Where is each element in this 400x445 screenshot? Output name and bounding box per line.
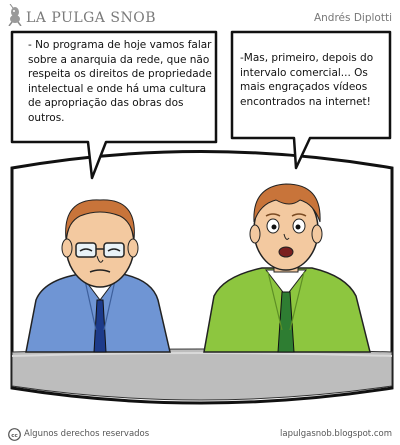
news-desk [12, 349, 392, 400]
speech-text-1: - No programa de hoje vamos falar sobre a anarquia da rede, que não respeita os direitos de propriedade intelectual e onde há uma cultura de apropriação das obras dos outros. [28, 39, 212, 124]
comic-title: LA PULGA SNOB [26, 10, 156, 26]
svg-text:cc: cc [11, 433, 18, 439]
rights-text: Algunos derechos reservados [24, 429, 150, 439]
author-name: Andrés Diplotti [313, 12, 392, 24]
creative-commons-icon [8, 428, 21, 441]
speech-text-2: -Mas, primeiro, depois do intervalo comercial... Os mais engraçados vídeos encontrados na internet! [240, 52, 374, 108]
site-link[interactable]: lapulgasnob.blogspot.com [280, 429, 392, 439]
